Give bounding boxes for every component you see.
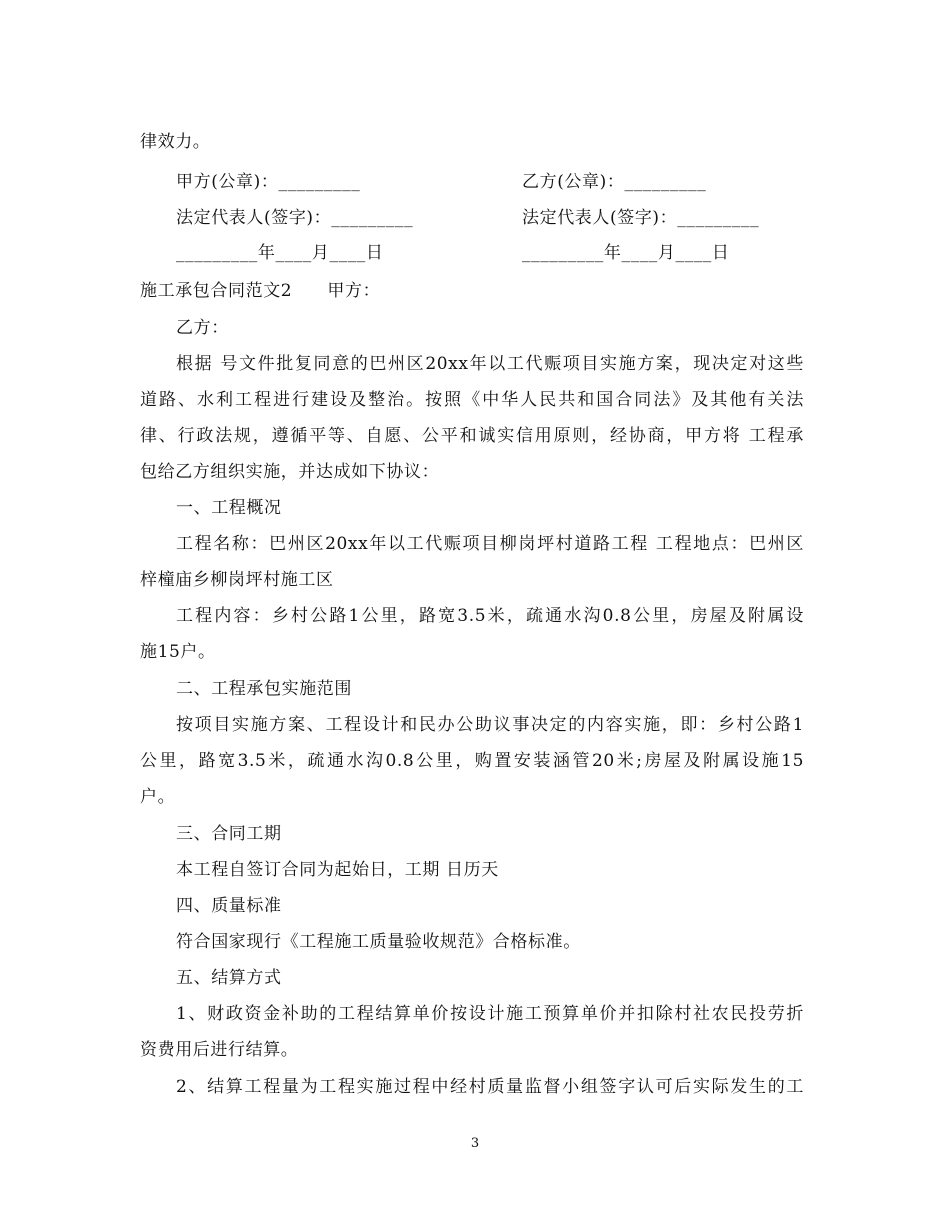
paragraph-line: 根据 号文件批复同意的巴州区20xx年以工代赈项目实施方案，现决定对这些 [176,354,804,374]
paragraph-line: 2、结算工程量为工程实施过程中经村质量监督小组签字认可后实际发生的工 [176,1077,804,1097]
paragraph-line: 包给乙方组织实施，并达成如下协议： [140,462,440,482]
party-b-date: _________年____月____日 [522,243,730,263]
paragraph-line: 本工程自签订合同为起始日，工期 日历天 [176,860,499,880]
heading: 一、工程概况 [176,498,282,518]
text-line: 乙方： [176,318,229,338]
heading: 四、质量标准 [176,896,282,916]
paragraph-line: 梓橦庙乡柳岗坪村施工区 [140,570,334,590]
paragraph-line: 公里，路宽3.5米，疏通水沟0.8公里，购置安装涵管20米;房屋及附属设施15 [140,751,804,771]
party-a-seal: 甲方(公章)：_________ [176,172,361,192]
paragraph-line: 户。 [140,787,176,807]
paragraph-line: 工程内容：乡村公路1公里，路宽3.5米，疏通水沟0.8公里，房屋及附属设 [176,606,804,626]
paragraph-line: 工程名称：巴州区20xx年以工代赈项目柳岗坪村道路工程 工程地点：巴州区 [176,534,804,554]
heading: 三、合同工期 [176,824,282,844]
party-b-representative: 法定代表人(签字)：_________ [522,208,760,228]
section-title: 施工承包合同范文2 甲方： [140,281,381,301]
paragraph-line: 施15户。 [140,642,216,662]
paragraph-line: 道路、水利工程进行建设及整治。按照《中华人民共和国合同法》及其他有关法 [140,390,804,410]
party-a-representative: 法定代表人(签字)：_________ [176,208,414,228]
text-line: 律效力。 [140,132,211,152]
paragraph-line: 符合国家现行《工程施工质量验收规范》合格标准。 [176,932,581,952]
page-number: 3 [470,1136,480,1151]
paragraph-line: 资费用后进行结算。 [140,1040,299,1060]
paragraph-line: 律、行政法规，遵循平等、自愿、公平和诚实信用原则，经协商，甲方将 工程承 [140,426,804,446]
paragraph-line: 按项目实施方案、工程设计和民办公助议事决定的内容实施，即：乡村公路1 [176,715,804,735]
party-b-seal: 乙方(公章)：_________ [522,172,707,192]
paragraph-line: 1、财政资金补助的工程结算单价按设计施工预算单价并扣除村社农民投劳折 [176,1004,804,1024]
heading: 二、工程承包实施范围 [176,679,352,699]
heading: 五、结算方式 [176,968,282,988]
party-a-date: _________年____月____日 [176,243,384,263]
